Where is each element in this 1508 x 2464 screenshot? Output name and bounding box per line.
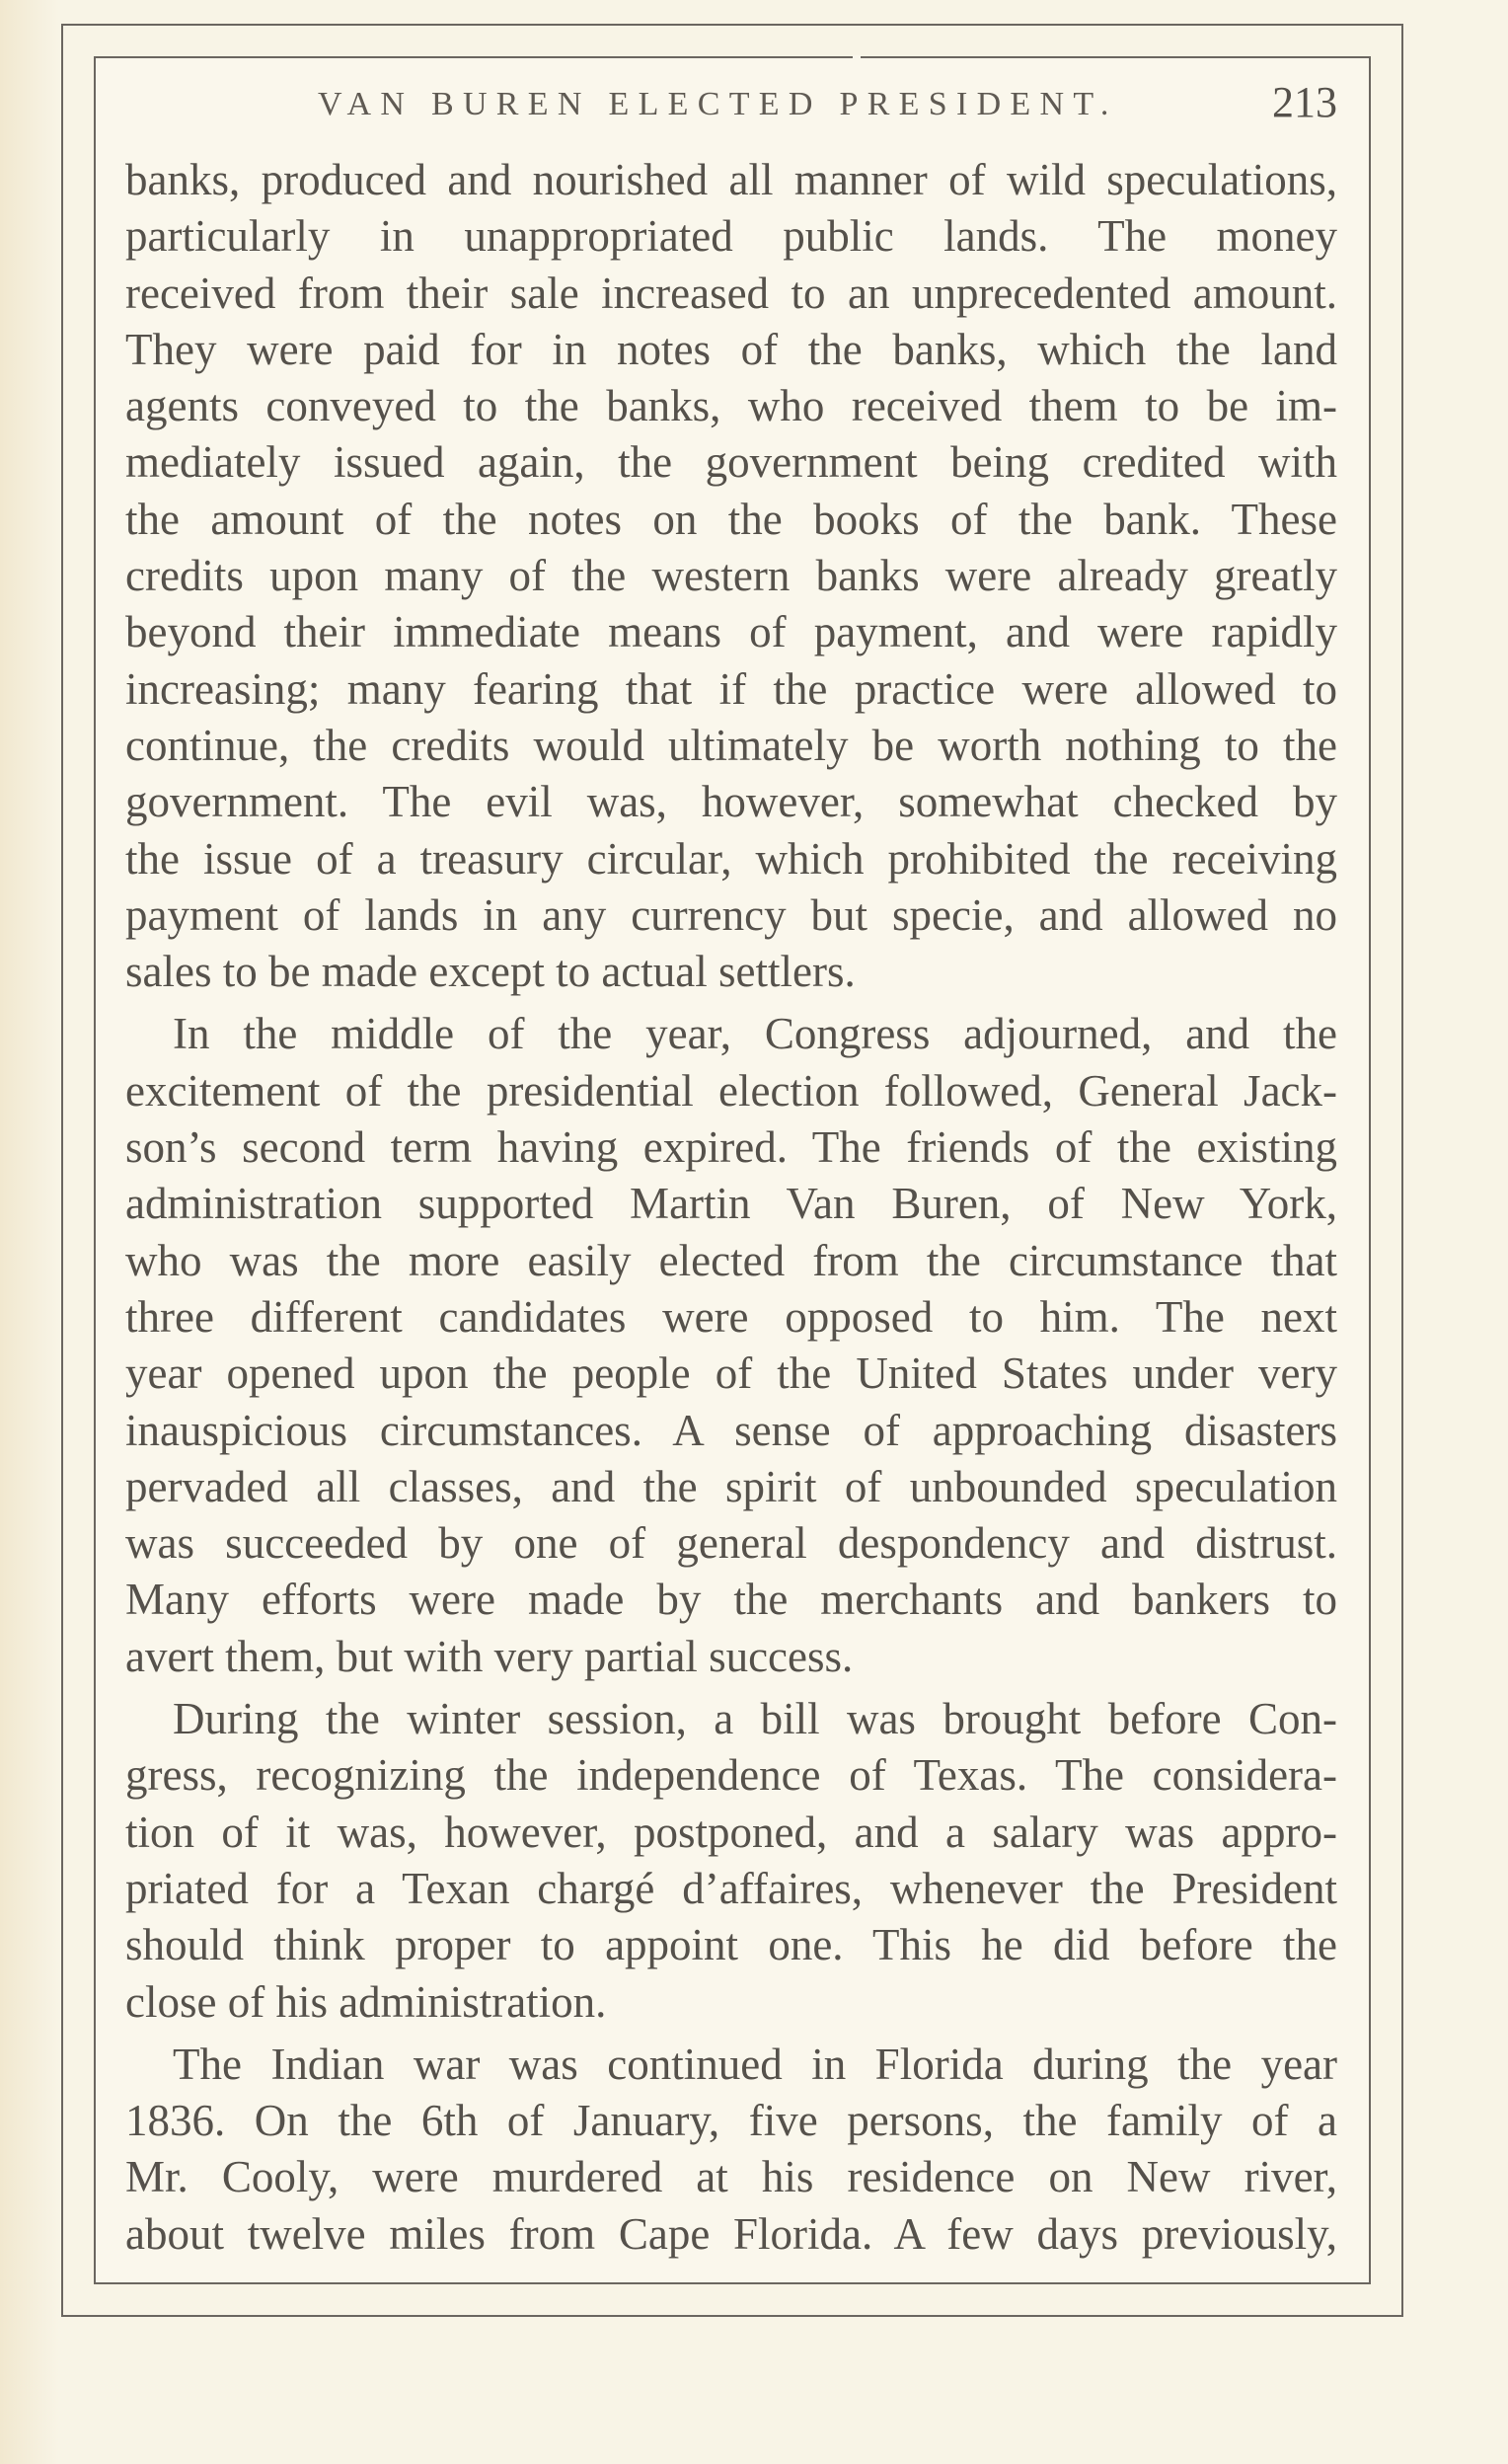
text-line: avert them, but with very partial success. [125,1631,854,1681]
text-line: was succeeded by one of general despondency and distrust. [125,1518,1337,1569]
text-line: In the middle of the year, Congress adjourned, and the [173,1009,1337,1059]
text-line: payment of lands in any currency but specie, and allowed no [125,889,1337,940]
text-line: tion of it was, however, postponed, and a salary was appro- [125,1807,1337,1857]
text-line: should think proper to appoint one. This he did before the [125,1920,1337,1970]
text-line: received from their sale increased to an unprecedented amount. [125,268,1337,318]
text-line: particularly in unappropriated public lands. The money [125,211,1337,262]
body-text [125,152,1337,2263]
text-line: son’s second term having expired. The friends of the existing [125,1122,1337,1173]
text-line: continue, the credits would ultimately be worth nothing to the [125,720,1337,770]
text-line: excitement of the presidential election followed, General Jack- [125,1065,1337,1116]
text-line: agents conveyed to the banks, who received them to be im- [125,381,1337,431]
text-line: The Indian war was continued in Florida during the year [173,2039,1337,2089]
text-line: During the winter session, a bill was brought before Con- [173,1694,1337,1744]
frame-line-break [853,55,861,59]
text-line: Mr. Cooly, were murdered at his residence on New river, [125,2152,1337,2202]
page-edge-shadow [0,0,59,2464]
text-line: banks, produced and nourished all manner of wild speculations, [125,155,1337,204]
text-line: sales to be made except to actual settlers. [125,947,856,997]
paragraph [125,1691,1337,2031]
text-line: administration supported Martin Van Buren, of New York, [125,1179,1337,1229]
text-line: increasing; many fearing that if the practice were allowed to [125,663,1337,714]
paragraph [125,2037,1337,2263]
text-line: inauspicious circumstances. A sense of approaching disasters [125,1405,1337,1455]
text-line: year opened upon the people of the United States under very [125,1348,1337,1399]
text-line: about twelve miles from Cape Florida. A few days previously, [125,2208,1337,2259]
paragraph [125,152,1337,1000]
text-line: the amount of the notes on the books of the bank. These [125,494,1337,544]
text-line: 1836. On the 6th of January, five persons, the family of a [125,2096,1337,2146]
text-line: Many efforts were made by the merchants and bankers to [125,1575,1337,1625]
text-line: the issue of a treasury circular, which prohibited the receiving [125,833,1337,884]
text-line: close of his administration. [125,1976,607,2027]
running-header [125,78,1337,126]
paragraph [125,1006,1337,1685]
text-line: credits upon many of the western banks were already greatly [125,551,1337,601]
text-line: beyond their immediate means of payment, and were rapidly [125,607,1337,657]
running-title: VAN BUREN ELECTED PRESIDENT. [318,86,1118,122]
text-line: government. The evil was, however, somewhat checked by [125,777,1337,827]
text-line: mediately issued again, the government being credited with [125,437,1337,488]
page-number: 213 [1272,78,1337,126]
text-line: They were paid for in notes of the banks, which the land [125,324,1337,374]
text-line: gress, recognizing the independence of Texas. The considera- [125,1750,1337,1801]
text-line: pervaded all classes, and the spirit of unbounded speculation [125,1461,1337,1511]
text-line: three different candidates were opposed to him. The next [125,1291,1337,1342]
text-line: who was the more easily elected from the circumstance that [125,1235,1337,1285]
text-line: priated for a Texan chargé d’affaires, whenever the President [125,1863,1337,1913]
